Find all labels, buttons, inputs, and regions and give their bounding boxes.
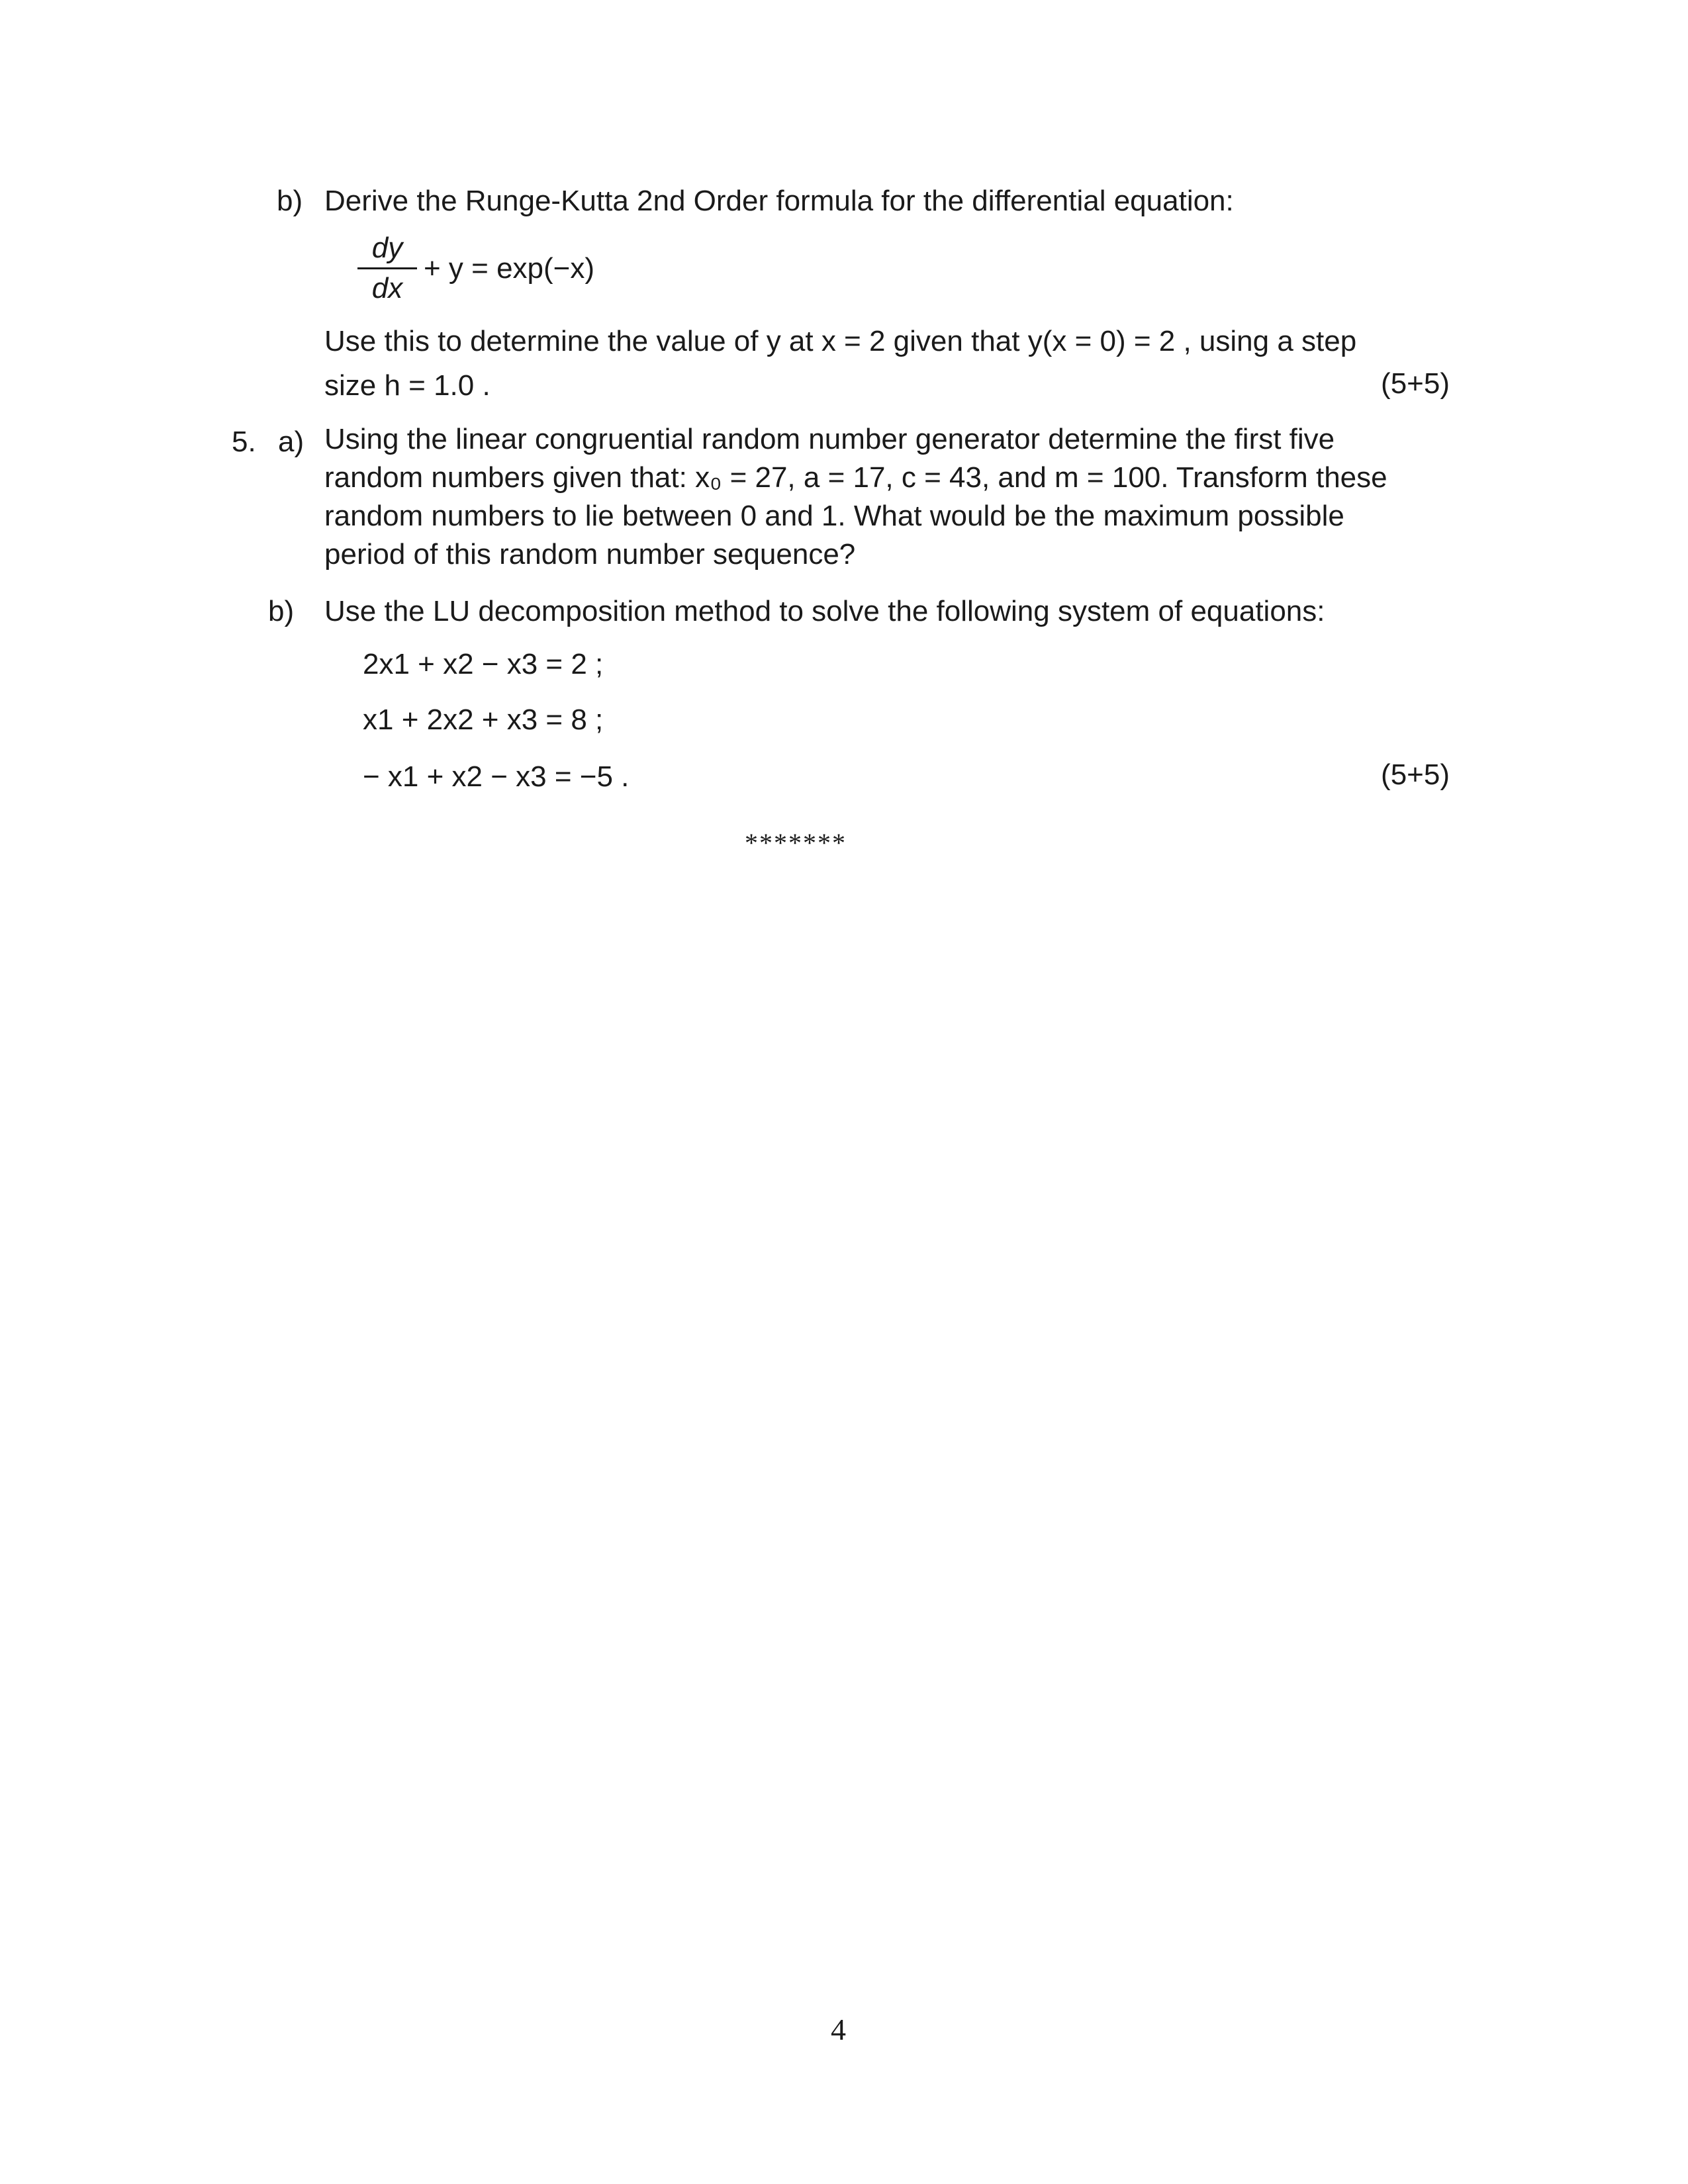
q4b-line1: Use this to determine the value of y at x = 2 given that y(x = 0) = 2 , using a step [324, 325, 1357, 357]
q4b-line2: size h = 1.0 . [324, 369, 491, 402]
q4b-label: b) [277, 185, 303, 217]
q4b-intro: Derive the Runge-Kutta 2nd Order formula for the differential equation: [324, 185, 1234, 217]
q5a-text: Using the linear congruential random number generator determine the first five random numbers given that: x₀ = 27, a = 17, c = 43, and m = 100. Transform these random numbers to lie between 0 and 1. What would be the maximum possible period of this random number sequence? [324, 423, 1387, 570]
fraction-bar [357, 267, 417, 269]
fraction-numerator: dy [371, 232, 403, 264]
q5-number: 5. [232, 426, 256, 458]
end-marker: ******* [745, 828, 847, 858]
equation-2: x1 + 2x2 + x3 = 8 ; [363, 704, 604, 736]
equation-3: − x1 + x2 − x3 = −5 . [363, 760, 630, 793]
q4b-marks: (5+5) [1381, 367, 1450, 400]
q5b-intro: Use the LU decomposition method to solve the following system of equations: [324, 595, 1325, 627]
q5b-marks: (5+5) [1381, 758, 1450, 791]
fraction-denominator: dx [371, 272, 403, 304]
q5b-label: b) [268, 595, 295, 627]
page-number: 4 [831, 2013, 846, 2046]
q4b-equation-rest: + y = exp(−x) [424, 252, 595, 285]
q5a-label: a) [278, 426, 305, 458]
derivative-fraction [357, 232, 417, 305]
equation-1: 2x1 + x2 − x3 = 2 ; [363, 648, 604, 680]
